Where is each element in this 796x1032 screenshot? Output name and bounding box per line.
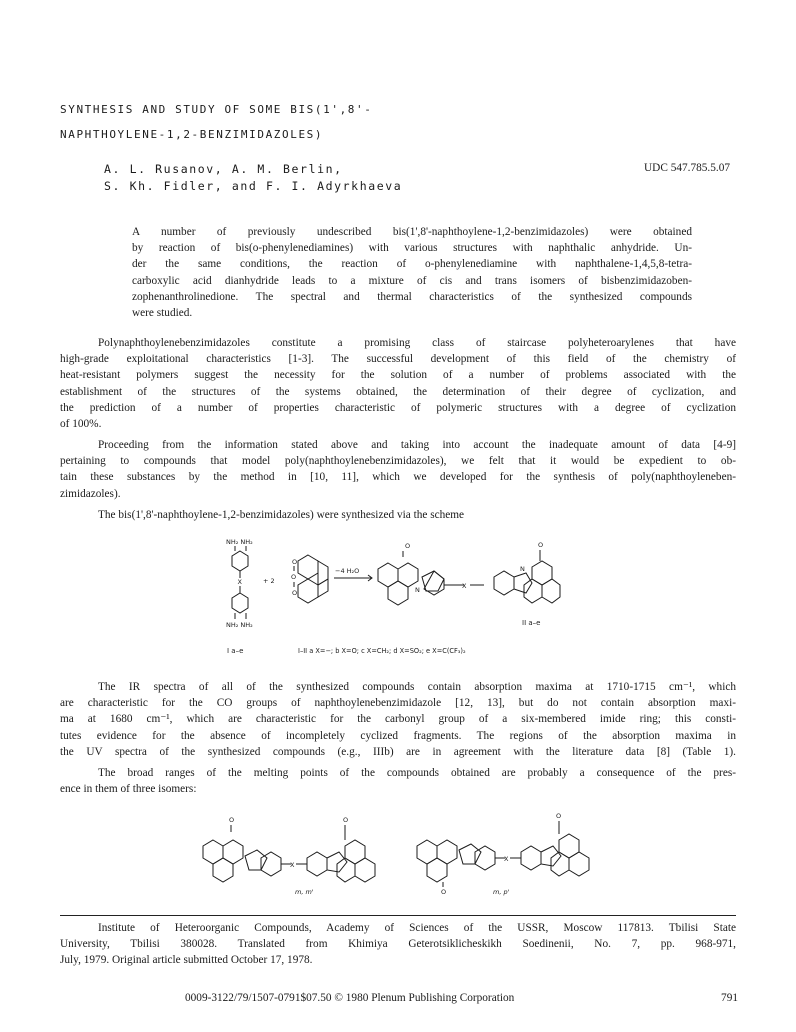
paragraph-line: pertaining to compounds that model poly(naphthoylenebenzimidazoles), we felt that it would be expedient to ob-: [60, 455, 736, 468]
scheme-product-o-right: O: [538, 541, 544, 549]
scheme-water-loss: −4 H₂O: [335, 567, 360, 575]
body-paragraph-5: [60, 765, 736, 797]
page-number: 791: [721, 992, 738, 1004]
isomer-x-1: X: [290, 861, 295, 869]
scheme-x-product: X: [462, 582, 467, 590]
scheme-n-left: N: [415, 586, 420, 594]
paragraph-line: The broad ranges of the melting points of the compounds obtained are probably a consequence of the pres-: [98, 767, 736, 779]
reaction-scheme: [222, 533, 562, 657]
paragraph-line: Proceeding from the information stated above and taking into account the inadequate amount of data [4-9]: [98, 439, 736, 451]
footnote-line: University, Tbilisi 380028. Translated from Khimiya Geterotsiklicheskikh Soedinenii, No. 7, pp. 968-971,: [60, 938, 736, 951]
scheme-n-right: N: [520, 565, 525, 573]
footnote-line: Institute of Heteroorganic Compounds, Academy of Sciences of the USSR, Moscow 117813. Tbilisi State: [98, 922, 736, 934]
scheme-anhydride-o-mid: O: [291, 573, 297, 581]
scheme-substituent-legend: I–II a X=−; b X=O; c X=CH₂; d X=SO₂; e X=C(CF₃)₂: [298, 647, 466, 655]
scheme-nh2-bottom: NH₂ NH₂: [226, 621, 253, 629]
authors-line-2: S. Kh. Fidler, and F. I. Adyrkhaeva: [104, 179, 403, 193]
paragraph-line: heat-resistant polymers suggest the necessity for the solution of a number of problems associated with the: [60, 369, 736, 382]
scheme-nh2-top: NH₂ NH₂: [226, 538, 253, 546]
abstract-line: carboxylic acid dianhydride leads to a mixture of cis and trans isomers of bisbenzimidazoben-: [132, 274, 692, 287]
scheme-intro: The bis(1',8'-naphthoylene-1,2-benzimidazoles) were synthesized via the scheme: [98, 509, 465, 521]
isomer-label-m-p: m, p': [493, 888, 510, 896]
isomer-o-1: O: [229, 816, 235, 824]
paragraph-line: establishment of the structures of the systems obtained, the determination of their degree of cyclization, and: [60, 385, 736, 398]
copyright-line: 0009-3122/79/1507-0791$07.50 © 1980 Plenum Publishing Corporation: [185, 992, 515, 1004]
paragraph-line: of 100%.: [60, 418, 102, 431]
abstract: [132, 224, 692, 321]
paragraph-line: high-grade exploitational characteristics [1-3]. The successful development of this field of the chemistry of: [60, 353, 736, 366]
scheme-product-o-left: O: [405, 542, 411, 550]
paragraph-line: tutes evidence for the absence of incompletely cyclized fragments. The regions of the absorption maxima in: [60, 729, 736, 742]
abstract-line: were studied.: [132, 307, 193, 320]
footnote: [60, 920, 736, 969]
isomer-m-m: [203, 816, 375, 896]
isomer-structures: [195, 810, 625, 905]
paragraph-line: ma at 1680 cm⁻¹, which are characteristic for the carbonyl group of a six-membered imide ring; this consti-: [60, 713, 736, 726]
scheme-product-label: II a–e: [522, 619, 541, 627]
isomer-m-p: [417, 812, 589, 896]
abstract-line: A number of previously undescribed bis(1',8'-naphthoylene-1,2-benzimidazoles) were obtained: [132, 226, 692, 238]
abstract-line: by reaction of bis(o-phenylenediamines) with various structures with naphthalic anhydride. Un-: [132, 242, 692, 255]
footnote-divider: [60, 915, 736, 916]
article-title-line-2: NAPHTHOYLENE-1,2-BENZIMIDAZOLES): [60, 128, 324, 141]
paragraph-line: ence in them of three isomers:: [60, 783, 197, 796]
paragraph-line: zimidazoles).: [60, 487, 121, 500]
isomer-label-m-m: m, m': [295, 888, 314, 896]
scheme-plus-two: + 2: [263, 577, 275, 585]
scheme-anhydride-o-bottom: O: [292, 589, 298, 597]
paragraph-line: Polynaphthoylenebenzimidazoles constitute a promising class of staircase polyheteroarylenes that have: [98, 337, 736, 349]
paragraph-line: are characteristic for the CO groups of naphthoylenebenzimidazole [12, 13], but do not contain absorption maxi-: [60, 697, 736, 710]
body-paragraph-2: [60, 437, 736, 502]
udc-code: UDC 547.785.5.07: [644, 162, 730, 174]
scheme-x-left: X: [237, 578, 242, 586]
paragraph-line: The IR spectra of all of the synthesized compounds contain absorption maxima at 1710-1715 cm⁻¹, which: [98, 681, 736, 693]
body-paragraph-4: [60, 679, 736, 760]
footnote-line: July, 1979. Original article submitted October 17, 1978.: [60, 954, 313, 967]
isomer-x-2: X: [504, 855, 509, 863]
isomer-o-3: O: [441, 888, 447, 896]
isomer-o-2: O: [343, 816, 349, 824]
authors-line-1: A. L. Rusanov, A. M. Berlin,: [104, 162, 343, 176]
article-title-line-1: SYNTHESIS AND STUDY OF SOME BIS(1',8'-: [60, 103, 373, 116]
paragraph-line: tain these substances by the method in [10, 11], which we developed for the synthesis of poly(naphthoyleneben-: [60, 471, 736, 484]
isomer-o-4: O: [556, 812, 562, 820]
scheme-reactant-label: I a–e: [227, 647, 244, 655]
paragraph-line: the UV spectra of the synthesized compounds (e.g., IIIb) are in agreement with the literature data [8] (Table 1).: [60, 745, 736, 758]
abstract-line: zophenanthrolinedione. The spectral and thermal characteristics of the synthesized compounds: [132, 290, 692, 303]
body-paragraph-1: [60, 335, 736, 432]
paragraph-line: the prediction of a number of properties characteristic of polymeric structures with a degree of cyclization: [60, 401, 736, 414]
scheme-anhydride-o-top: O: [292, 558, 298, 566]
abstract-line: der the same conditions, the reaction of o-phenylenediamine with naphthalene-1,4,5,8-tetra-: [132, 258, 692, 271]
